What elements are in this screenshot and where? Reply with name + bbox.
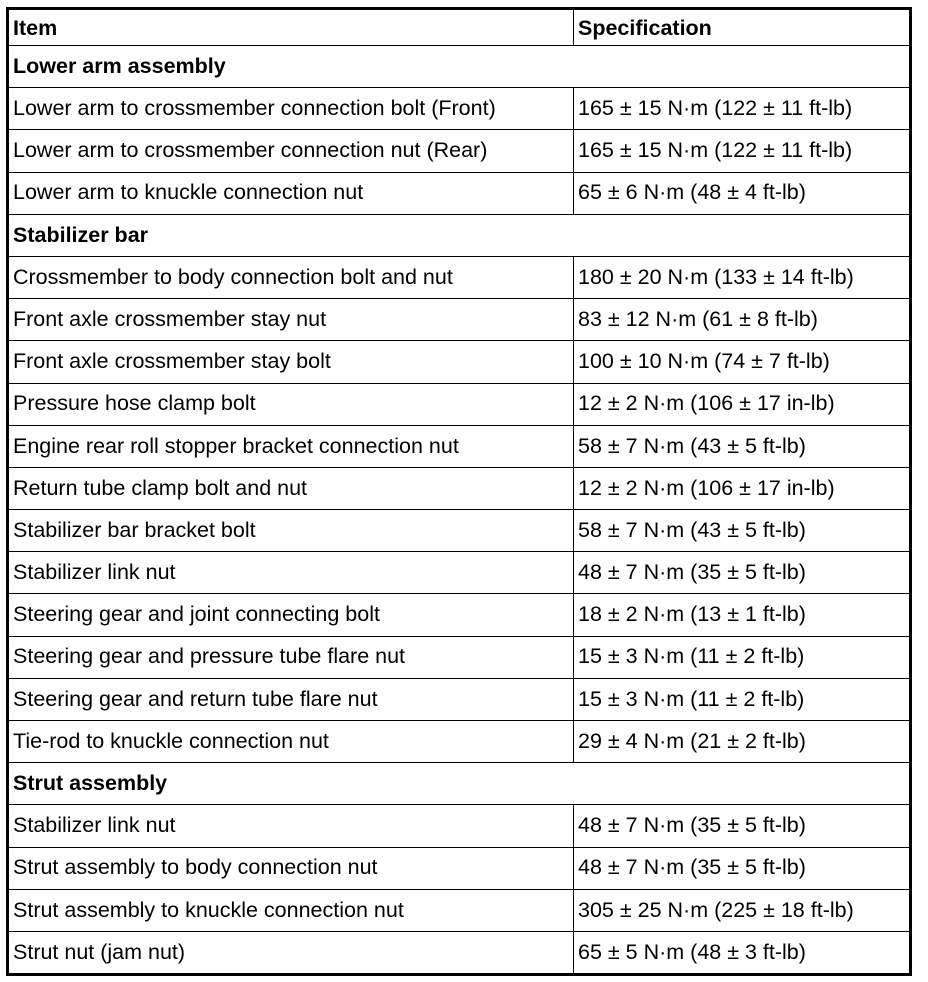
section-title: Stabilizer bar [8, 214, 911, 256]
table-row [8, 552, 911, 594]
specification-cell: 65 ± 6 N·m (48 ± 4 ft-lb) [574, 172, 911, 214]
column-header-item: Item [8, 9, 574, 46]
specification-cell: 15 ± 3 N·m (11 ± 2 ft-lb) [574, 636, 911, 678]
table-row [8, 88, 911, 130]
table-row [8, 130, 911, 172]
specification-cell: 180 ± 20 N·m (133 ± 14 ft-lb) [574, 256, 911, 298]
item-cell: Lower arm to crossmember connection nut (Rear) [8, 130, 574, 172]
item-cell: Lower arm to knuckle connection nut [8, 172, 574, 214]
item-cell: Steering gear and pressure tube flare nut [8, 636, 574, 678]
table-row [8, 678, 911, 720]
table-row [8, 383, 911, 425]
specification-cell: 12 ± 2 N·m (106 ± 17 in-lb) [574, 383, 911, 425]
item-cell: Engine rear roll stopper bracket connection nut [8, 425, 574, 467]
item-cell: Steering gear and return tube flare nut [8, 678, 574, 720]
specification-cell: 165 ± 15 N·m (122 ± 11 ft-lb) [574, 88, 911, 130]
torque-spec-table [6, 7, 912, 976]
table-row [8, 931, 911, 974]
item-cell: Crossmember to body connection bolt and nut [8, 256, 574, 298]
table-row [8, 889, 911, 931]
table-row [8, 594, 911, 636]
table-row [8, 172, 911, 214]
table-row [8, 721, 911, 763]
item-cell: Tie-rod to knuckle connection nut [8, 721, 574, 763]
table-row [8, 847, 911, 889]
item-cell: Return tube clamp bolt and nut [8, 467, 574, 509]
specification-cell: 100 ± 10 N·m (74 ± 7 ft-lb) [574, 341, 911, 383]
table-row [8, 805, 911, 847]
specification-cell: 65 ± 5 N·m (48 ± 3 ft-lb) [574, 931, 911, 974]
item-cell: Stabilizer bar bracket bolt [8, 510, 574, 552]
item-cell: Steering gear and joint connecting bolt [8, 594, 574, 636]
item-cell: Strut nut (jam nut) [8, 931, 574, 974]
section-header-row [8, 763, 911, 805]
specification-cell: 83 ± 12 N·m (61 ± 8 ft-lb) [574, 299, 911, 341]
specification-cell: 48 ± 7 N·m (35 ± 5 ft-lb) [574, 847, 911, 889]
specification-cell: 12 ± 2 N·m (106 ± 17 in-lb) [574, 467, 911, 509]
specification-cell: 15 ± 3 N·m (11 ± 2 ft-lb) [574, 678, 911, 720]
table-body [8, 46, 911, 975]
item-cell: Front axle crossmember stay bolt [8, 341, 574, 383]
specification-cell: 48 ± 7 N·m (35 ± 5 ft-lb) [574, 805, 911, 847]
table-row [8, 256, 911, 298]
table-row [8, 510, 911, 552]
specification-cell: 48 ± 7 N·m (35 ± 5 ft-lb) [574, 552, 911, 594]
specification-cell: 58 ± 7 N·m (43 ± 5 ft-lb) [574, 510, 911, 552]
item-cell: Pressure hose clamp bolt [8, 383, 574, 425]
section-title: Lower arm assembly [8, 46, 911, 88]
item-cell: Lower arm to crossmember connection bolt (Front) [8, 88, 574, 130]
table-row [8, 467, 911, 509]
table-header-row [8, 9, 911, 46]
item-cell: Front axle crossmember stay nut [8, 299, 574, 341]
table-row [8, 636, 911, 678]
item-cell: Strut assembly to body connection nut [8, 847, 574, 889]
specification-cell: 18 ± 2 N·m (13 ± 1 ft-lb) [574, 594, 911, 636]
specification-cell: 58 ± 7 N·m (43 ± 5 ft-lb) [574, 425, 911, 467]
section-title: Strut assembly [8, 763, 911, 805]
item-cell: Stabilizer link nut [8, 805, 574, 847]
specification-cell: 29 ± 4 N·m (21 ± 2 ft-lb) [574, 721, 911, 763]
section-header-row [8, 214, 911, 256]
table-row [8, 341, 911, 383]
specification-cell: 305 ± 25 N·m (225 ± 18 ft-lb) [574, 889, 911, 931]
item-cell: Strut assembly to knuckle connection nut [8, 889, 574, 931]
item-cell: Stabilizer link nut [8, 552, 574, 594]
column-header-specification: Specification [574, 9, 911, 46]
section-header-row [8, 46, 911, 88]
table-row [8, 299, 911, 341]
table-row [8, 425, 911, 467]
specification-cell: 165 ± 15 N·m (122 ± 11 ft-lb) [574, 130, 911, 172]
